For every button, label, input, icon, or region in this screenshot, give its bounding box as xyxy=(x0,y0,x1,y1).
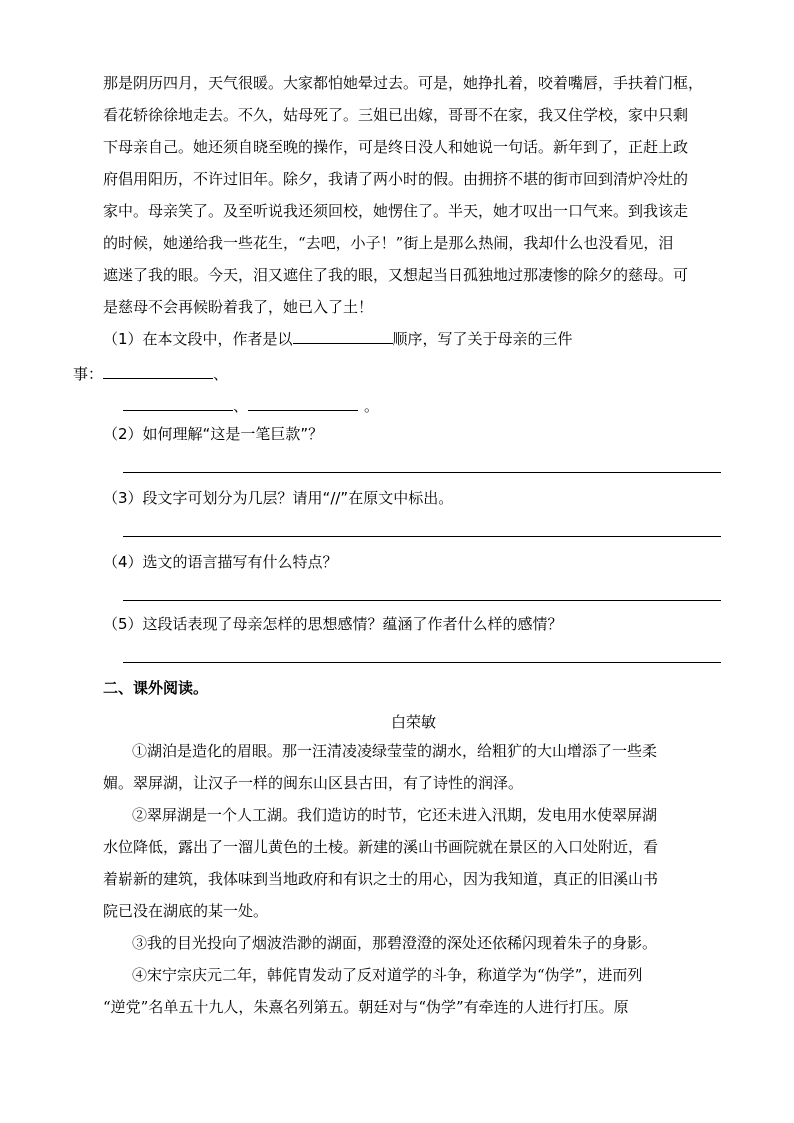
answer-line-2[interactable] xyxy=(123,472,721,473)
question-2: （2）如何理解“这是一笔巨款”？ xyxy=(103,425,324,443)
article-line-9: “逆党”名单五十九人，朱熹名列第五。朝廷对与“伪学”有牵连的人进行打压。原 xyxy=(103,998,629,1016)
question-1-blank-event-1[interactable] xyxy=(103,364,213,379)
article-author: 白荣敏 xyxy=(391,713,437,731)
article-line-7: ③我的目光投向了烟波浩渺的湖面，那碧澄澄的深处还依稀闪现着朱子的身影。 xyxy=(132,934,658,952)
question-1-text-b: 顺序，写了关于母亲的三件 xyxy=(392,330,573,348)
passage-line-4: 府倡用阳历，不许过旧年。除夕，我请了两小时的假。由拥挤不堪的街市回到清炉冷灶的 xyxy=(103,170,689,188)
question-1 xyxy=(103,329,573,349)
section-two-heading: 二、课外阅读。 xyxy=(103,679,209,697)
question-1-sep-1: 、 xyxy=(213,365,229,383)
question-5: （5）这段话表现了母亲怎样的思想感情？蕴涵了作者什么样的感情？ xyxy=(103,615,563,633)
question-1-line-2 xyxy=(73,364,228,384)
question-1-text-a: （1）在本文段中，作者是以 xyxy=(103,330,293,348)
question-1-blank-event-3[interactable] xyxy=(248,396,358,411)
question-1-blank-order[interactable] xyxy=(293,329,393,344)
passage-line-6: 的时候，她递给我一些花生，“去吧，小子！”街上是那么热闹，我却什么也没看见，泪 xyxy=(103,234,674,252)
passage-line-3: 下母亲自己。她还须自晓至晚的操作，可是终日没人和她说一句话。新年到了，正赶上政 xyxy=(103,138,689,156)
article-line-3: ②翠屏湖是一个人工湖。我们造访的时节，它还未进入汛期，发电用水使翠屏湖 xyxy=(132,806,658,824)
passage-line-2: 看花轿徐徐地走去。不久，姑母死了。三姐已出嫁，哥哥不在家，我又住学校，家中只剩 xyxy=(103,106,689,124)
question-4: （4）选文的语言描写有什么特点？ xyxy=(103,553,338,571)
question-1-line-3 xyxy=(123,396,379,416)
article-line-8: ④宋宁宗庆元二年，韩侂胄发动了反对道学的斗争，称道学为“伪学”，进而列 xyxy=(132,966,643,984)
article-line-2: 媚。翠屏湖，让汉子一样的闽东山区县古田，有了诗性的润泽。 xyxy=(103,774,524,792)
question-1-sep-2: 、 xyxy=(233,397,249,415)
answer-line-5[interactable] xyxy=(123,662,721,663)
passage-line-7: 遮迷了我的眼。今天，泪又遮住了我的眼，又想起当日孤独地过那凄惨的除夕的慈母。可 xyxy=(103,266,689,284)
question-1-blank-event-2[interactable] xyxy=(123,396,233,411)
passage-line-5: 家中。母亲笑了。及至听说我还须回校，她愣住了。半天，她才叹出一口气来。到我该走 xyxy=(103,202,689,220)
article-line-4: 水位降低，露出了一溜儿黄色的土棱。新建的溪山书画院就在景区的入口处附近，看 xyxy=(103,838,659,856)
passage-line-8: 是慈母不会再候盼着我了，她已入了土！ xyxy=(103,298,374,316)
question-1-text-c: 事： xyxy=(73,365,104,383)
answer-line-4[interactable] xyxy=(123,600,721,601)
answer-line-3[interactable] xyxy=(123,536,721,537)
article-line-5: 着崭新的建筑，我体味到当地政府和有识之士的用心，因为我知道，真正的旧溪山书 xyxy=(103,870,659,888)
article-line-6: 院已没在湖底的某一处。 xyxy=(103,902,269,920)
question-3: （3）段文字可划分为几层？请用“//”在原文中标出。 xyxy=(103,489,454,507)
passage-line-1: 那是阴历四月，天气很暖。大家都怕她晕过去。可是，她挣扎着，咬着嘴唇，手扶着门框， xyxy=(103,74,704,92)
article-line-1: ①湖泊是造化的眉眼。那一汪清凌凌绿莹莹的湖水，给粗犷的大山增添了一些柔 xyxy=(132,742,658,760)
question-1-end: 。 xyxy=(364,397,380,415)
